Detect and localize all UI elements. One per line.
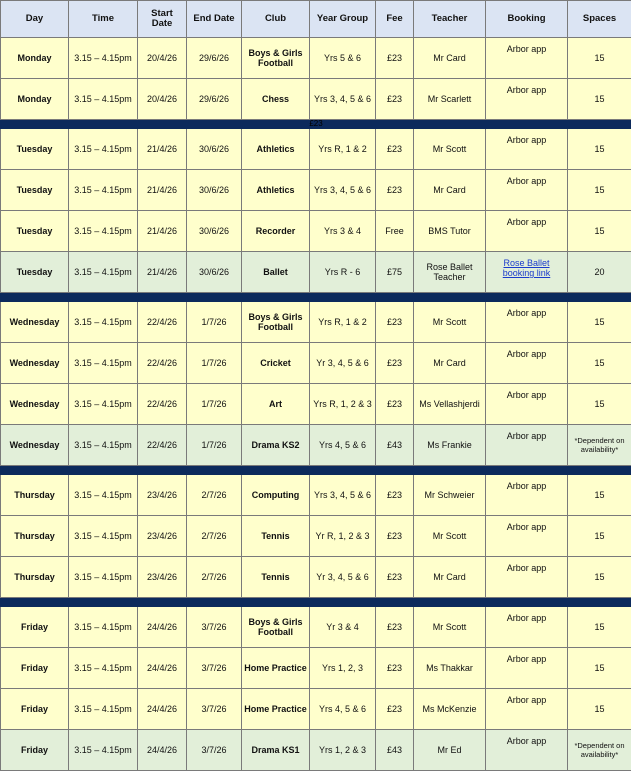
- day-cell: Tuesday: [1, 211, 69, 252]
- time-cell: 3.15 – 4.15pm: [69, 557, 138, 598]
- club-cell: Home Practice: [242, 689, 310, 730]
- time-cell: 3.15 – 4.15pm: [69, 129, 138, 170]
- table-row: [1, 516, 631, 557]
- spaces-cell: 15: [568, 689, 631, 730]
- end-date-cell: 2/7/26: [187, 516, 242, 557]
- day-separator: [1, 293, 631, 302]
- fee-cell: £43: [376, 425, 414, 466]
- teacher-cell: Ms McKenzie: [414, 689, 486, 730]
- spaces-cell: 15: [568, 211, 631, 252]
- teacher-cell: Ms Thakkar: [414, 648, 486, 689]
- spaces-cell: 15: [568, 302, 631, 343]
- day-cell: Wednesday: [1, 425, 69, 466]
- separator-bar: [1, 466, 631, 475]
- fee-cell: Free: [376, 211, 414, 252]
- teacher-cell: Mr Schweier: [414, 475, 486, 516]
- fee-cell: £23: [376, 557, 414, 598]
- start-date-cell: 21/4/26: [138, 170, 187, 211]
- header-club: Club: [242, 1, 310, 38]
- teacher-cell: Mr Card: [414, 557, 486, 598]
- fee-cell: £23: [376, 38, 414, 79]
- start-date-cell: 22/4/26: [138, 302, 187, 343]
- start-date-cell: 23/4/26: [138, 475, 187, 516]
- end-date-cell: 3/7/26: [187, 648, 242, 689]
- booking-cell: Arbor app: [486, 384, 568, 425]
- table-row: [1, 689, 631, 730]
- spaces-cell: 15: [568, 384, 631, 425]
- teacher-cell: BMS Tutor: [414, 211, 486, 252]
- end-date-cell: 29/6/26: [187, 79, 242, 120]
- time-cell: 3.15 – 4.15pm: [69, 730, 138, 771]
- time-cell: 3.15 – 4.15pm: [69, 607, 138, 648]
- start-date-cell: 24/4/26: [138, 689, 187, 730]
- teacher-cell: Mr Scott: [414, 129, 486, 170]
- start-date-cell: 22/4/26: [138, 343, 187, 384]
- start-date-cell: 23/4/26: [138, 557, 187, 598]
- booking-cell: Arbor app: [486, 689, 568, 730]
- fee-cell: £23: [376, 79, 414, 120]
- table-row: [1, 607, 631, 648]
- start-date-cell: 20/4/26: [138, 79, 187, 120]
- table-row: [1, 384, 631, 425]
- day-cell: Monday: [1, 79, 69, 120]
- teacher-cell: Ms Frankie: [414, 425, 486, 466]
- header-year-group: Year Group: [310, 1, 376, 38]
- header-spaces: Spaces: [568, 1, 631, 38]
- time-cell: 3.15 – 4.15pm: [69, 384, 138, 425]
- start-date-cell: 24/4/26: [138, 648, 187, 689]
- start-date-cell: 20/4/26: [138, 38, 187, 79]
- fee-cell: £75: [376, 252, 414, 293]
- start-date-cell: 21/4/26: [138, 252, 187, 293]
- teacher-cell: Mr Scott: [414, 607, 486, 648]
- time-cell: 3.15 – 4.15pm: [69, 79, 138, 120]
- table-row: [1, 648, 631, 689]
- start-date-cell: 24/4/26: [138, 730, 187, 771]
- year-group-cell: Yrs 4, 5 & 6: [310, 689, 376, 730]
- year-group-cell: Yrs R, 1 & 2: [310, 302, 376, 343]
- year-group-cell: Yr R, 1, 2 & 3: [310, 516, 376, 557]
- club-cell: Athletics: [242, 170, 310, 211]
- year-group-cell: Yrs 1, 2 & 3: [310, 730, 376, 771]
- table-row: [1, 730, 631, 771]
- teacher-cell: Mr Card: [414, 170, 486, 211]
- club-cell: Art: [242, 384, 310, 425]
- booking-cell: Arbor app: [486, 170, 568, 211]
- year-group-cell: Yrs 3, 4, 5 & 6: [310, 475, 376, 516]
- fee-cell: £23: [376, 302, 414, 343]
- teacher-cell: Mr Scarlett: [414, 79, 486, 120]
- club-cell: Computing: [242, 475, 310, 516]
- fee-cell: £23: [376, 384, 414, 425]
- club-cell: Home Practice: [242, 648, 310, 689]
- year-group-cell: Yr 3 & 4: [310, 607, 376, 648]
- day-cell: Monday: [1, 38, 69, 79]
- teacher-cell: Rose Ballet Teacher: [414, 252, 486, 293]
- time-cell: 3.15 – 4.15pm: [69, 516, 138, 557]
- club-cell: Boys & Girls Football: [242, 302, 310, 343]
- end-date-cell: 30/6/26: [187, 170, 242, 211]
- spaces-cell: 15: [568, 129, 631, 170]
- club-cell: Drama KS2: [242, 425, 310, 466]
- time-cell: 3.15 – 4.15pm: [69, 252, 138, 293]
- year-group-cell: Yrs R - 6: [310, 252, 376, 293]
- booking-cell: Arbor app: [486, 648, 568, 689]
- club-cell: Boys & Girls Football: [242, 607, 310, 648]
- booking-cell: Arbor app: [486, 211, 568, 252]
- end-date-cell: 29/6/26: [187, 38, 242, 79]
- year-group-cell: Yrs 1, 2, 3: [310, 648, 376, 689]
- day-cell: Friday: [1, 648, 69, 689]
- club-cell: Boys & Girls Football: [242, 38, 310, 79]
- club-cell: Chess: [242, 79, 310, 120]
- spaces-cell: 15: [568, 607, 631, 648]
- day-cell: Thursday: [1, 475, 69, 516]
- spaces-cell: 15: [568, 170, 631, 211]
- booking-cell: [486, 252, 568, 293]
- day-cell: Wednesday: [1, 343, 69, 384]
- table-row: [1, 170, 631, 211]
- year-group-cell: Yrs 3 & 4: [310, 211, 376, 252]
- time-cell: 3.15 – 4.15pm: [69, 425, 138, 466]
- timetable-body: [1, 38, 631, 771]
- day-cell: Friday: [1, 607, 69, 648]
- time-cell: 3.15 – 4.15pm: [69, 170, 138, 211]
- header-row: [1, 1, 631, 38]
- fee-cell: £23: [376, 648, 414, 689]
- table-row: [1, 475, 631, 516]
- separator-bar: £23: [1, 120, 631, 129]
- day-separator: [1, 120, 631, 129]
- spaces-cell: 15: [568, 475, 631, 516]
- club-cell: Tennis: [242, 516, 310, 557]
- spaces-cell: 15: [568, 343, 631, 384]
- end-date-cell: 3/7/26: [187, 689, 242, 730]
- day-cell: Wednesday: [1, 302, 69, 343]
- time-cell: 3.15 – 4.15pm: [69, 211, 138, 252]
- club-cell: Drama KS1: [242, 730, 310, 771]
- end-date-cell: 30/6/26: [187, 129, 242, 170]
- start-date-cell: 21/4/26: [138, 129, 187, 170]
- end-date-cell: 3/7/26: [187, 730, 242, 771]
- spaces-cell: 15: [568, 516, 631, 557]
- booking-cell: Arbor app: [486, 475, 568, 516]
- day-cell: Tuesday: [1, 252, 69, 293]
- club-cell: Cricket: [242, 343, 310, 384]
- booking-cell: Arbor app: [486, 129, 568, 170]
- spaces-cell: 20: [568, 252, 631, 293]
- table-row: [1, 557, 631, 598]
- table-row: [1, 302, 631, 343]
- end-date-cell: 1/7/26: [187, 384, 242, 425]
- start-date-cell: 24/4/26: [138, 607, 187, 648]
- fee-cell: £23: [376, 343, 414, 384]
- spaces-cell: 15: [568, 648, 631, 689]
- day-cell: Wednesday: [1, 384, 69, 425]
- separator-bar: [1, 598, 631, 607]
- booking-cell: Arbor app: [486, 79, 568, 120]
- spaces-cell: 15: [568, 79, 631, 120]
- day-cell: Tuesday: [1, 129, 69, 170]
- year-group-cell: Yrs 3, 4, 5 & 6: [310, 170, 376, 211]
- time-cell: 3.15 – 4.15pm: [69, 343, 138, 384]
- table-row: [1, 343, 631, 384]
- header-day: Day: [1, 1, 69, 38]
- header-fee: Fee: [376, 1, 414, 38]
- end-date-cell: 1/7/26: [187, 425, 242, 466]
- table-row: [1, 252, 631, 293]
- teacher-cell: Mr Ed: [414, 730, 486, 771]
- spaces-cell: *Dependent on availability*: [568, 730, 631, 771]
- club-cell: Athletics: [242, 129, 310, 170]
- fee-cell: £23: [376, 689, 414, 730]
- separator-bar: [1, 293, 631, 302]
- year-group-cell: Yrs R, 1, 2 & 3: [310, 384, 376, 425]
- club-cell: Recorder: [242, 211, 310, 252]
- table-row: [1, 425, 631, 466]
- booking-cell: Arbor app: [486, 557, 568, 598]
- day-cell: Thursday: [1, 516, 69, 557]
- table-row: [1, 38, 631, 79]
- start-date-cell: 21/4/26: [138, 211, 187, 252]
- table-row: [1, 129, 631, 170]
- time-cell: 3.15 – 4.15pm: [69, 475, 138, 516]
- table-row: [1, 211, 631, 252]
- start-date-cell: 23/4/26: [138, 516, 187, 557]
- header-booking: Booking: [486, 1, 568, 38]
- day-cell: Friday: [1, 730, 69, 771]
- table-row: [1, 79, 631, 120]
- spaces-cell: 15: [568, 38, 631, 79]
- year-group-cell: Yrs 4, 5 & 6: [310, 425, 376, 466]
- fee-cell: £43: [376, 730, 414, 771]
- start-date-cell: 22/4/26: [138, 425, 187, 466]
- header-time: Time: [69, 1, 138, 38]
- day-cell: Friday: [1, 689, 69, 730]
- spaces-cell: *Dependent on availability*: [568, 425, 631, 466]
- booking-cell: Arbor app: [486, 516, 568, 557]
- time-cell: 3.15 – 4.15pm: [69, 38, 138, 79]
- day-separator: [1, 598, 631, 607]
- year-group-cell: Yr 3, 4, 5 & 6: [310, 557, 376, 598]
- fee-cell: £23: [376, 516, 414, 557]
- day-cell: Tuesday: [1, 170, 69, 211]
- header-start-date: Start Date: [138, 1, 187, 38]
- booking-cell: Arbor app: [486, 730, 568, 771]
- booking-cell: Arbor app: [486, 302, 568, 343]
- booking-link[interactable]: Rose Ballet booking link: [503, 258, 551, 278]
- teacher-cell: Mr Card: [414, 343, 486, 384]
- year-group-cell: Yr 3, 4, 5 & 6: [310, 343, 376, 384]
- day-cell: Thursday: [1, 557, 69, 598]
- teacher-cell: Ms Vellashjerdi: [414, 384, 486, 425]
- end-date-cell: 30/6/26: [187, 211, 242, 252]
- teacher-cell: Mr Scott: [414, 516, 486, 557]
- fee-cell: £23: [376, 129, 414, 170]
- spaces-cell: 15: [568, 557, 631, 598]
- fee-cell: £23: [376, 475, 414, 516]
- end-date-cell: 3/7/26: [187, 607, 242, 648]
- header-end-date: End Date: [187, 1, 242, 38]
- year-group-cell: Yrs 3, 4, 5 & 6: [310, 79, 376, 120]
- booking-cell: Arbor app: [486, 425, 568, 466]
- club-cell: Ballet: [242, 252, 310, 293]
- booking-cell: Arbor app: [486, 607, 568, 648]
- end-date-cell: 1/7/26: [187, 302, 242, 343]
- time-cell: 3.15 – 4.15pm: [69, 302, 138, 343]
- day-separator: [1, 466, 631, 475]
- booking-cell: Arbor app: [486, 343, 568, 384]
- start-date-cell: 22/4/26: [138, 384, 187, 425]
- time-cell: 3.15 – 4.15pm: [69, 648, 138, 689]
- end-date-cell: 2/7/26: [187, 475, 242, 516]
- header-teacher: Teacher: [414, 1, 486, 38]
- end-date-cell: 2/7/26: [187, 557, 242, 598]
- fee-cell: £23: [376, 170, 414, 211]
- teacher-cell: Mr Scott: [414, 302, 486, 343]
- year-group-cell: Yrs R, 1 & 2: [310, 129, 376, 170]
- end-date-cell: 1/7/26: [187, 343, 242, 384]
- club-cell: Tennis: [242, 557, 310, 598]
- booking-cell: Arbor app: [486, 38, 568, 79]
- fee-cell: £23: [376, 607, 414, 648]
- time-cell: 3.15 – 4.15pm: [69, 689, 138, 730]
- end-date-cell: 30/6/26: [187, 252, 242, 293]
- teacher-cell: Mr Card: [414, 38, 486, 79]
- year-group-cell: Yrs 5 & 6: [310, 38, 376, 79]
